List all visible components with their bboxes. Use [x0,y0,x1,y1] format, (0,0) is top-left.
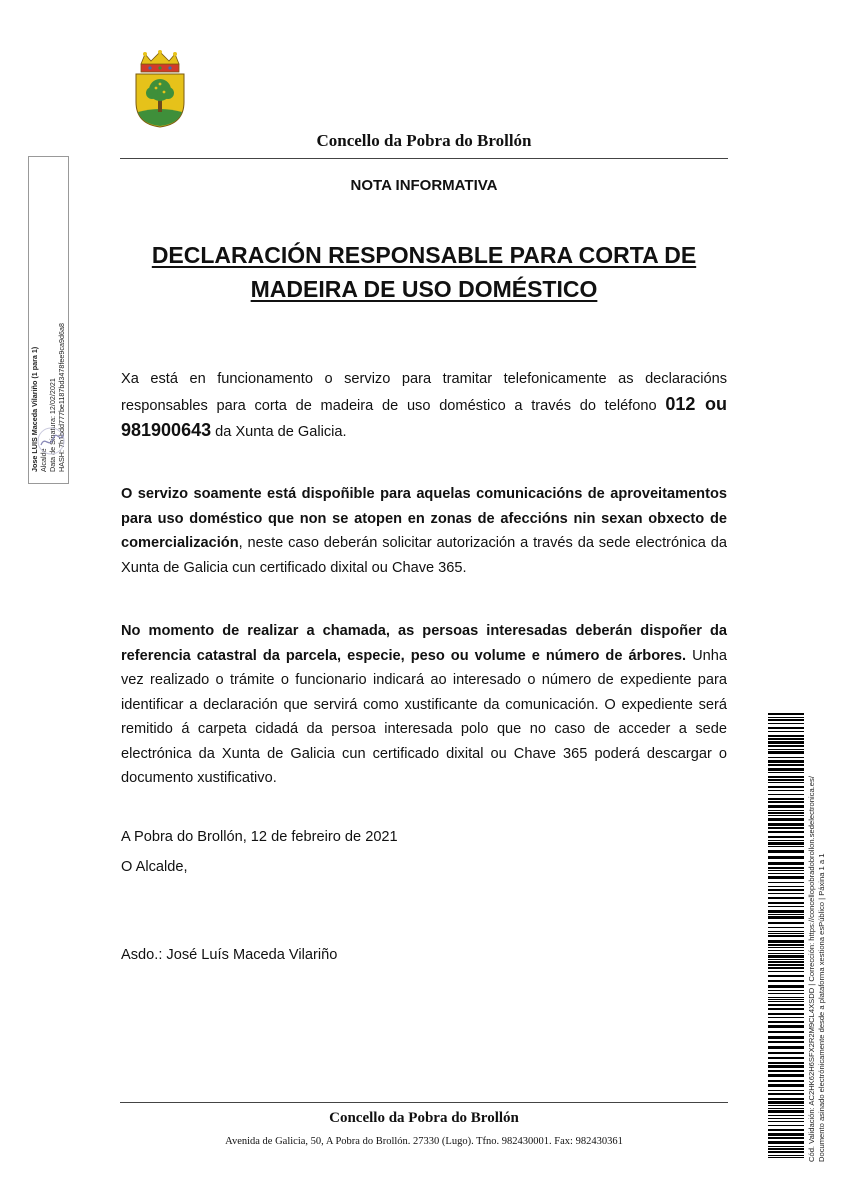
barcode-bar [768,1021,804,1023]
barcode-bar [768,1108,804,1109]
barcode-bar [768,757,804,758]
barcode-bar [768,810,804,811]
barcode-bar [768,886,804,887]
signature-line: Asdo.: José Luís Maceda Vilariño [121,947,338,963]
barcode-bar [768,738,804,740]
header-organization-name: Concello da Pobra do Brollón [316,131,532,150]
paragraph-text: Unha vez realizado o trámite o funcionario indicará ao interesado o número de expediente para identificar a declaración que servirá como xustificante da comunicación. O expediente será remitido á carpeta cidadá da persoa interesada polo que no caso de acceder a sede electrónica da Xunta de Galicia cun certificado dixital ou Chave 365 poderá descargar o documento xustificativo. [121,647,727,786]
barcode-bar [768,1101,804,1104]
barcode-bar [768,823,804,826]
barcode-bar [768,940,804,943]
barcode-bar [768,846,804,847]
barcode-bar [768,1052,804,1054]
barcode-bar [768,735,804,737]
barcode-bar [768,840,804,841]
paragraph-text: da Xunta de Galicia. [211,424,347,440]
barcode-bar [768,776,804,778]
barcode-bar [768,955,804,958]
barcode-bar [768,1017,804,1018]
barcode-bar [768,768,804,771]
barcode-bar [768,812,804,814]
barcode-bar [768,1070,804,1072]
barcode-bar [768,967,804,969]
barcode-bar [768,1031,804,1033]
barcode-bar [768,836,804,838]
validation-text [807,702,829,1162]
validation-platform-line: Documento asinado electrónicamente desde a plataforma xestiona esPúblico | Páxina 1 a 1 [817,853,826,1162]
barcode-bar [768,1148,804,1150]
barcode-bar [768,933,804,934]
barcode-bar [768,985,804,988]
barcode-bar [768,760,804,763]
barcode-bar [768,1105,804,1106]
barcode-bar [768,971,804,972]
barcode-bar [768,1080,804,1082]
barcode-bar [768,897,804,899]
barcode-bar [768,927,804,928]
barcode-bar [768,827,804,829]
barcode-bar [768,1125,804,1126]
barcode-bar [768,779,804,781]
place-and-date: A Pobra do Brollón, 12 de febreiro de 2021 [121,829,398,845]
barcode-bar [768,953,804,954]
barcode-bar [768,867,804,869]
barcode-bar [768,922,804,924]
barcode-bar [768,916,804,919]
barcode-bar [768,980,804,982]
barcode-bar [768,1157,804,1158]
barcode-bar [768,906,804,907]
phone-numbers: 012 ou 981900643 [121,393,727,440]
barcode-bar [768,914,804,915]
barcode-bar [768,1133,804,1136]
barcode-bar [768,856,804,859]
signature-stamp-role: Alcalde [39,448,48,472]
signature-stamp-hash: HASH: 7b1bdd777be1187bd3478fee9ca9d6a8 [57,323,66,472]
barcode-bar [768,1098,804,1100]
barcode-bar [768,1115,804,1116]
barcode-bar [768,964,804,966]
barcode-bar [768,745,804,747]
barcode-bar [768,1110,804,1113]
barcode-bar [768,719,804,721]
barcode-bar [768,950,804,951]
coat-of-arms-logo [133,50,187,128]
paragraph-service-intro [121,367,727,445]
barcode-bar [768,727,804,729]
barcode-bar [768,713,804,715]
barcode-bar [768,990,804,991]
barcode-bar [768,717,804,718]
barcode-bar [768,794,804,795]
barcode-bar [768,889,804,891]
barcode-bar [768,1008,804,1010]
barcode-bar [768,1090,804,1091]
barcode-bar [768,764,804,766]
barcode-bar [768,870,804,871]
barcode-bar [768,1062,804,1064]
barcode-bar [768,798,804,800]
barcode-bar [768,741,804,744]
barcode-bar [768,893,804,894]
barcode-bar [768,1084,804,1087]
barcode-bar [768,831,804,833]
barcode-bar [768,805,804,808]
barcode-bar [768,1065,804,1068]
barcode-bar [768,862,804,865]
barcode-bar [768,1129,804,1131]
barcode-bar [768,786,804,788]
document-title-line-1: DECLARACIÓN RESPONSABLE PARA CORTA DE [151,242,697,268]
barcode-bar [768,975,804,977]
barcode-bar [768,1001,804,1002]
barcode-bar [768,910,804,913]
barcode-bar [768,1155,804,1156]
barcode-bar [768,931,804,932]
barcode-bar [768,902,804,904]
barcode-bar [768,1013,804,1015]
footer-organization-name: Concello da Pobra do Brollón [329,1110,519,1126]
barcode-bar [768,944,804,946]
barcode-bar [768,1036,804,1039]
note-label: NOTA INFORMATIVA [350,177,498,194]
signature-mark-icon [35,425,67,457]
paragraph-availability [121,482,727,580]
barcode-bar [768,876,804,879]
barcode-bar [768,997,804,998]
paragraph-call-requirements [121,619,727,791]
validation-code-line: Cód. Validación: AC2HK62H6SFX2R2M9CL4XSDD | Corrección: https://concellopobradobrollon.sedelectronica.es/ [807,776,816,1162]
barcode-bar [768,749,804,750]
barcode [768,713,804,1159]
barcode-bar [768,959,804,960]
barcode-bar [768,1118,804,1119]
barcode-bar [768,842,804,845]
barcode-bar [768,935,804,937]
signature-stamp-date: Data de Sinatura: 12/02/2021 [48,378,57,472]
barcode-bar [768,882,804,883]
barcode-bar [768,815,804,816]
barcode-bar [768,731,804,732]
barcode-bar [768,1025,804,1028]
barcode-bar [768,801,804,803]
barcode-bar [768,751,804,754]
footer-divider [120,1102,728,1103]
paragraph-text: Xa está en funcionamento o servizo para tramitar telefonicamente as declaracións responsables para corta de madeira de uso doméstico a través do teléfono [121,371,727,414]
barcode-bar [768,850,804,853]
barcode-bar [768,1137,804,1139]
barcode-bar [768,999,804,1000]
barcode-bar [768,1121,804,1122]
paragraph-text: , neste caso deberán solicitar autorización a través da sede electrónica da Xunta de Galicia cun certificado dixital ou Chave 365. [121,535,727,576]
header-divider [120,158,728,159]
barcode-bar [768,772,804,773]
barcode-bar [768,1141,804,1144]
barcode-bar [768,1041,804,1043]
document-title-line-2: MADEIRA DE USO DOMÉSTICO [250,276,598,302]
signer-role: O Alcalde, [121,859,188,875]
barcode-bar [768,782,804,783]
barcode-bar [768,1093,804,1095]
barcode-bar [768,790,804,791]
barcode-bar [768,873,804,874]
barcode-bar [768,723,804,724]
barcode-bar [768,1046,804,1049]
barcode-bar [768,993,804,994]
paragraph-bold-text: No momento de realizar a chamada, as persoas interesadas deberán dispoñer da referencia catastral da parcela, especie, peso ou volume e número de árbores. [121,623,727,664]
document-title [120,238,728,306]
barcode-bar [768,961,804,963]
barcode-bar [768,1151,804,1153]
footer-address: Avenida de Galicia, 50, A Pobra do Brollón. 27330 (Lugo). Tfno. 982430001. Fax: 982430361 [225,1136,623,1147]
barcode-bar [768,1146,804,1147]
paragraph-bold-text: O servizo soamente está dispoñible para aquelas comunicacións de aproveitamentos para uso doméstico que non se atopen en zonas de afeccións nin sexan obxecto de comercialización [121,486,727,551]
barcode-bar [768,1004,804,1006]
barcode-bar [768,818,804,821]
barcode-bar [768,947,804,948]
barcode-bar [768,1057,804,1059]
signature-stamp-signer: Jose LUIS Maceda Vilariño (1 para 1) [30,346,39,472]
barcode-bar [768,1074,804,1077]
